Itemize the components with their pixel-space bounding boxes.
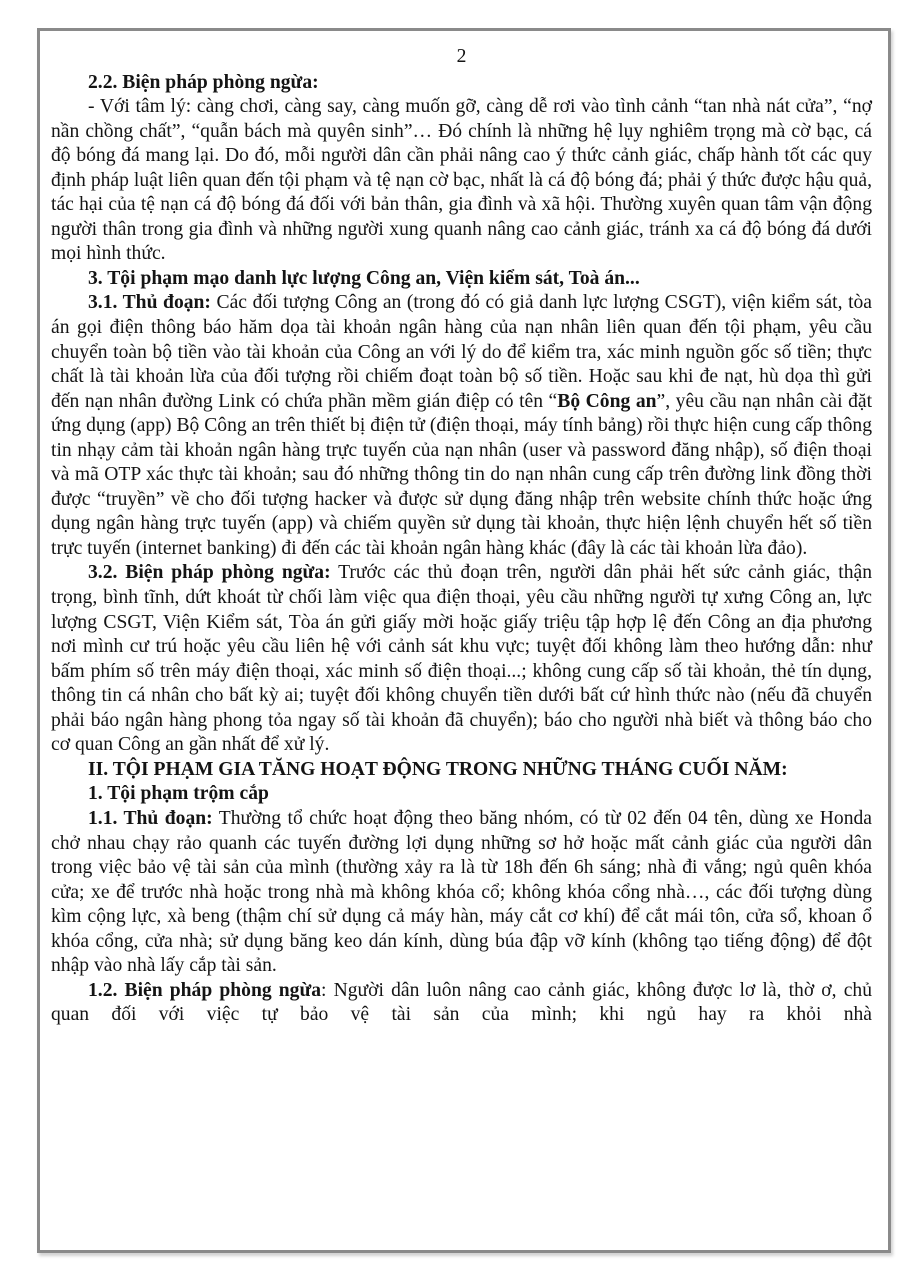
heading-2-2: 2.2. Biện pháp phòng ngừa: [88, 71, 319, 93]
paragraph-gambling-prevention: - Với tâm lý: càng chơi, càng say, càng muốn gỡ, càng dễ rơi vào tình cảnh “tan nhà nát cửa”, “nợ nần chồng chất”, “quẫn bách mà quyên sinh”… Đó chính là những hệ lụy nghiêm trọng mà cờ bạc, cá độ bóng đá mang lại. Do đó, mỗi người dân cần phải nâng cao ý thức cảnh giác, chấp hành tốt các quy định pháp luật liên quan đến tội phạm và tệ nạn cờ bạc, nhất là cá độ bóng đá; phải ý thức được hậu quả, tác hại của tệ nạn cá độ bóng đá đối với bản thân, gia đình và xã hội. Thường xuyên quan tâm vận động người thân trong gia đình và những người xung quanh nâng cao cảnh giác, tránh xa cá độ bóng đá dưới mọi hình thức. [51, 96, 872, 265]
paragraph-1-2-prevention: 1.2. Biện pháp phòng ngừa: Người dân luôn nâng cao cảnh giác, không được lơ là, thờ ơ, chủ quan đối với việc tự bảo vệ tài sản của mình; khi ngủ hay ra khỏi nhà [51, 979, 872, 1026]
heading-section-1-theft: 1. Tội phạm trộm cắp [88, 783, 269, 805]
label-3-1: 3.1. Thủ đoạn: [88, 292, 211, 314]
heading-section-II: II. TỘI PHẠM GIA TĂNG HOẠT ĐỘNG TRONG NHỮNG THÁNG CUỐI NĂM: [88, 758, 788, 780]
paragraph-1-1-methods: 1.1. Thủ đoạn: Thường tổ chức hoạt động theo băng nhóm, có từ 02 đến 04 tên, dùng xe Honda chở nhau chạy rảo quanh các tuyến đường lợi dụng những sơ hở hoặc mất cảnh giác của người dân trong việc bảo vệ tài sản của mình (thường xảy ra là từ 18h đến 6h sáng; nhà đi vắng; ngủ quên khóa cửa; xe để trước nhà hoặc trong nhà mà không khóa cổ; không khóa cổng nhà…, các đối tượng dùng kìm cộng lực, xà beng (thậm chí sử dụng cả máy hàn, máy cắt cơ khí) để cắt mái tôn, cửa sổ, khoan ổ khóa cổng, cửa nhà; sử dụng băng keo dán kính, dùng búa đập vỡ kính (không tạo tiếng động) để đột nhập vào nhà lấy cắp tài sản. [51, 807, 873, 977]
paragraph-3-2-prevention: 3.2. Biện pháp phòng ngừa: Trước các thủ đoạn trên, người dân phải hết sức cảnh giác, thận trọng, bình tĩnh, dứt khoát từ chối làm việc qua điện thoại, yêu cầu những người tự xưng Công an, lực lượng CSGT, Viện Kiểm sát, Tòa án gửi giấy mời hoặc giấy triệu tập hợp lệ đến Công an địa phương nơi mình cư trú hoặc yêu cầu liên hệ với cảnh sát khu vực; tuyệt đối không làm theo hướng dẫn: như bấm phím số trên máy điện thoại, xác minh số điện thoại...; không cung cấp số tài khoản, thẻ tín dụng, thông tin cá nhân cho bất kỳ ai; tuyệt đối không chuyển tiền dưới bất cứ hình thức nào (nếu đã chuyển phải báo ngân hàng phong tỏa ngay số tài khoản đã chuyển); báo cho người nhà biết và thông báo cho cơ quan Công an gần nhất để xử lý. [51, 562, 872, 756]
label-3-2: 3.2. Biện pháp phòng ngừa: [88, 562, 331, 584]
page-number: 2 [456, 46, 467, 67]
label-1-1: 1.1. Thủ đoạn: [88, 807, 213, 829]
heading-section-3: 3. Tội phạm mạo danh lực lượng Công an, Viện kiểm sát, Toà án... [88, 267, 640, 289]
paragraph-3-1-methods: 3.1. Thủ đoạn: Các đối tượng Công an (trong đó có giả danh lực lượng CSGT), viện kiểm sát, tòa án gọi điện thông báo hăm dọa tài khoản ngân hàng của nạn nhân liên quan đến tội phạm, yêu cầu chuyển toàn bộ tiền vào tài khoản của Công an với lý do để kiểm tra, xác minh nguồn gốc số tiền; thực chất là tài khoản lừa của đối tượng rồi chiếm đoạt toàn bộ số tiền. Hoặc sau khi đe nạt, hù dọa thì gửi đến nạn nhân đường Link có chứa phần mềm gián điệp có tên “Bộ Công an”, yêu cầu nạn nhân cài đặt ứng dụng (app) Bộ Công an trên thiết bị điện tử (điện thoại, máy tính bảng) rồi thực hiện cung cấp thông tin nhạy cảm tài khoản ngân hàng trực tuyến của nạn nhân (user và password đăng nhập), số điện thoại và mã OTP xác thực tài khoản; sau đó những thông tin do nạn nhân cung cấp trên đường link đồng thời được “truyền” về cho đối tượng hacker và được sử dụng đăng nhập trên website chính thức hoặc ứng dụng ngân hàng trực tuyến (app) và chiếm quyền sử dụng tài khoản, thực hiện lệnh chuyển hết số tiền trực tuyến (internet banking) đi đến các tài khoản ngân hàng khác (đây là các tài khoản lừa đảo). [51, 292, 873, 559]
document-page [37, 28, 891, 1253]
label-1-2: 1.2. Biện pháp phòng ngừa [88, 979, 322, 1001]
emphasis-bo-cong-an: Bộ Công an [557, 390, 657, 412]
document-content [51, 45, 872, 1028]
